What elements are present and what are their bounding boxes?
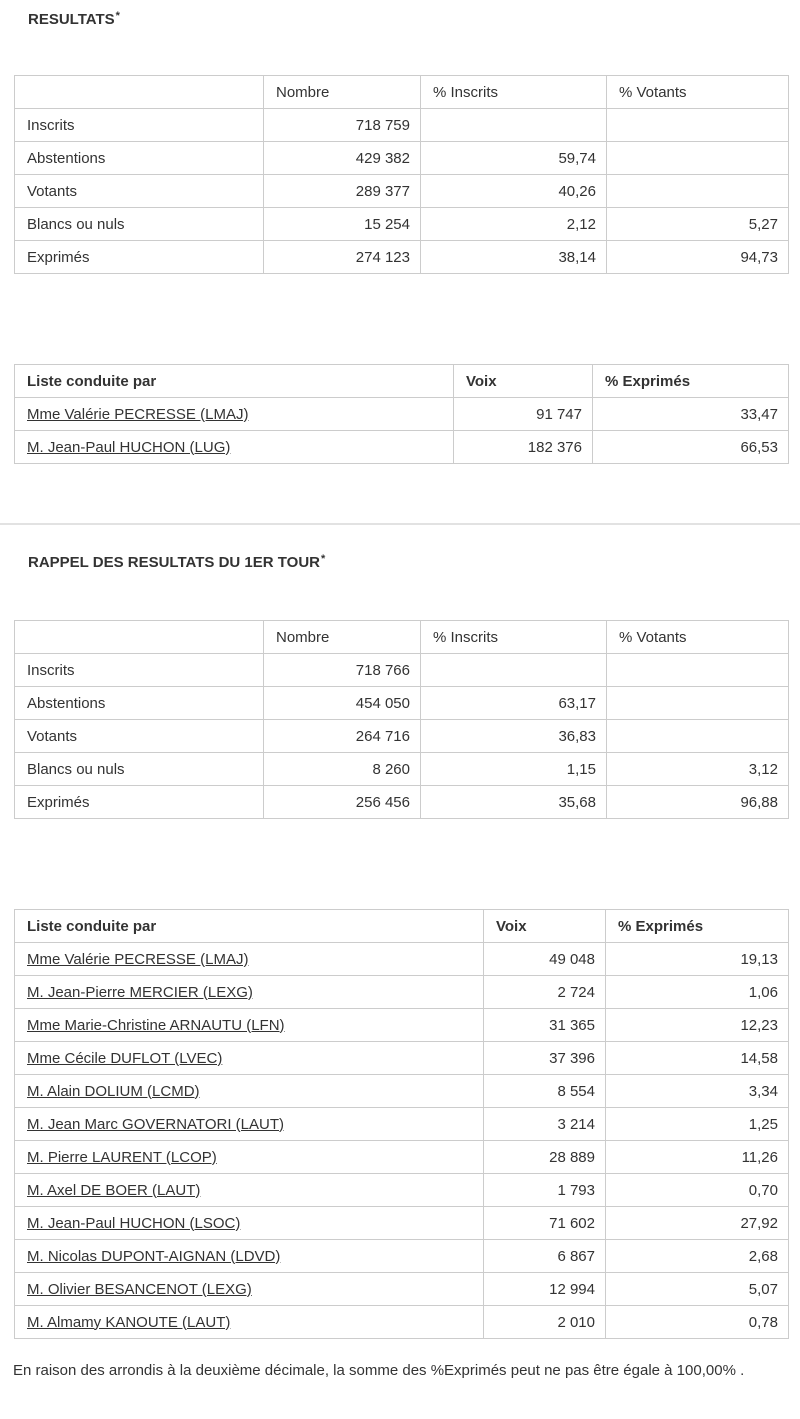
round1-lists-table <box>14 909 789 1339</box>
candidate-cell <box>15 1141 484 1174</box>
table-row <box>15 142 789 175</box>
column-header-pct-inscrits: % Inscrits <box>421 76 607 109</box>
table-row <box>15 109 789 142</box>
nombre-cell: 429 382 <box>264 142 421 175</box>
candidate-link[interactable]: Mme Cécile DUFLOT (LVEC) <box>27 1049 223 1067</box>
table-row <box>15 431 789 464</box>
column-header-liste: Liste conduite par <box>15 910 484 943</box>
candidate-cell <box>15 1108 484 1141</box>
recall-heading-text: RAPPEL DES RESULTATS DU 1ER TOUR <box>28 554 320 571</box>
nombre-cell: 264 716 <box>264 720 421 753</box>
candidate-link[interactable]: Mme Valérie PECRESSE (LMAJ) <box>27 405 249 423</box>
row-label: Blancs ou nuls <box>15 208 264 241</box>
pct-inscrits-cell: 35,68 <box>421 786 607 819</box>
row-label: Exprimés <box>15 786 264 819</box>
candidate-cell <box>15 1009 484 1042</box>
voix-cell: 6 867 <box>484 1240 606 1273</box>
pct-inscrits-cell: 2,12 <box>421 208 607 241</box>
row-label: Abstentions <box>15 687 264 720</box>
pct-exprimes-cell: 19,13 <box>606 943 789 976</box>
nombre-cell: 256 456 <box>264 786 421 819</box>
pct-votants-cell: 3,12 <box>607 753 789 786</box>
pct-votants-cell <box>607 720 789 753</box>
candidate-cell <box>15 1075 484 1108</box>
candidate-cell <box>15 976 484 1009</box>
voix-cell: 182 376 <box>454 431 593 464</box>
candidate-cell <box>15 398 454 431</box>
pct-votants-cell <box>607 175 789 208</box>
row-label: Votants <box>15 720 264 753</box>
nombre-cell: 289 377 <box>264 175 421 208</box>
voix-cell: 31 365 <box>484 1009 606 1042</box>
column-header-pct-exprimes: % Exprimés <box>593 365 789 398</box>
table-row <box>15 208 789 241</box>
voix-cell: 37 396 <box>484 1042 606 1075</box>
pct-inscrits-cell: 1,15 <box>421 753 607 786</box>
nombre-cell: 718 766 <box>264 654 421 687</box>
table-row <box>15 1240 789 1273</box>
voix-cell: 2 010 <box>484 1306 606 1339</box>
header-row <box>15 365 789 398</box>
table-row <box>15 1174 789 1207</box>
voix-cell: 28 889 <box>484 1141 606 1174</box>
table-row <box>15 1141 789 1174</box>
pct-votants-cell: 96,88 <box>607 786 789 819</box>
column-header-pct-votants: % Votants <box>607 76 789 109</box>
round2-lists-table <box>14 364 789 464</box>
pct-inscrits-cell: 59,74 <box>421 142 607 175</box>
table-row <box>15 1207 789 1240</box>
table-row <box>15 687 789 720</box>
pct-exprimes-cell: 14,58 <box>606 1042 789 1075</box>
table-row <box>15 398 789 431</box>
pct-votants-cell: 5,27 <box>607 208 789 241</box>
column-header-pct-votants: % Votants <box>607 621 789 654</box>
pct-inscrits-cell <box>421 654 607 687</box>
table-row <box>15 241 789 274</box>
rounding-note: En raison des arrondis à la deuxième décimale, la somme des %Exprimés peut ne pas être égale à 100,00% . <box>13 1362 745 1379</box>
table-row <box>15 720 789 753</box>
row-label: Blancs ou nuls <box>15 753 264 786</box>
pct-exprimes-cell: 3,34 <box>606 1075 789 1108</box>
pct-inscrits-cell: 36,83 <box>421 720 607 753</box>
section-divider <box>0 523 800 525</box>
column-header-voix: Voix <box>484 910 606 943</box>
column-header-pct-inscrits: % Inscrits <box>421 621 607 654</box>
voix-cell: 12 994 <box>484 1273 606 1306</box>
table-row <box>15 1108 789 1141</box>
column-header-liste: Liste conduite par <box>15 365 454 398</box>
pct-exprimes-cell: 5,07 <box>606 1273 789 1306</box>
candidate-link[interactable]: Mme Valérie PECRESSE (LMAJ) <box>27 950 249 968</box>
nombre-cell: 454 050 <box>264 687 421 720</box>
pct-exprimes-cell: 66,53 <box>593 431 789 464</box>
voix-cell: 49 048 <box>484 943 606 976</box>
results-heading-text: RESULTATS <box>28 11 115 28</box>
voix-cell: 71 602 <box>484 1207 606 1240</box>
pct-votants-cell: 94,73 <box>607 241 789 274</box>
pct-exprimes-cell: 33,47 <box>593 398 789 431</box>
candidate-link[interactable]: Mme Marie-Christine ARNAUTU (LFN) <box>27 1016 285 1034</box>
row-label: Abstentions <box>15 142 264 175</box>
candidate-cell <box>15 943 484 976</box>
nombre-cell: 15 254 <box>264 208 421 241</box>
voix-cell: 3 214 <box>484 1108 606 1141</box>
pct-exprimes-cell: 1,25 <box>606 1108 789 1141</box>
nombre-cell: 8 260 <box>264 753 421 786</box>
candidate-link[interactable]: M. Jean-Paul HUCHON (LSOC) <box>27 1214 241 1232</box>
candidate-link[interactable]: M. Pierre LAURENT (LCOP) <box>27 1148 217 1166</box>
table-row <box>15 1042 789 1075</box>
pct-votants-cell <box>607 687 789 720</box>
table-row <box>15 1273 789 1306</box>
candidate-cell <box>15 1174 484 1207</box>
nombre-cell: 718 759 <box>264 109 421 142</box>
column-header-nombre: Nombre <box>264 76 421 109</box>
candidate-link[interactable]: M. Axel DE BOER (LAUT) <box>27 1181 201 1199</box>
pct-exprimes-cell: 0,70 <box>606 1174 789 1207</box>
recall-heading <box>28 554 325 571</box>
candidate-link[interactable]: M. Alain DOLIUM (LCMD) <box>27 1082 200 1100</box>
candidate-cell <box>15 1273 484 1306</box>
pct-exprimes-cell: 27,92 <box>606 1207 789 1240</box>
table-row <box>15 654 789 687</box>
results-heading <box>28 11 120 28</box>
pct-exprimes-cell: 11,26 <box>606 1141 789 1174</box>
pct-inscrits-cell: 63,17 <box>421 687 607 720</box>
column-header-blank <box>15 76 264 109</box>
candidate-link[interactable]: M. Jean Marc GOVERNATORI (LAUT) <box>27 1115 284 1133</box>
pct-exprimes-cell: 1,06 <box>606 976 789 1009</box>
candidate-link[interactable]: M. Nicolas DUPONT-AIGNAN (LDVD) <box>27 1247 281 1265</box>
pct-inscrits-cell: 40,26 <box>421 175 607 208</box>
table-row <box>15 786 789 819</box>
column-header-pct-exprimes: % Exprimés <box>606 910 789 943</box>
candidate-cell <box>15 1042 484 1075</box>
pct-exprimes-cell: 2,68 <box>606 1240 789 1273</box>
column-header-blank <box>15 621 264 654</box>
voix-cell: 1 793 <box>484 1174 606 1207</box>
candidate-link[interactable]: M. Jean-Paul HUCHON (LUG) <box>27 438 231 456</box>
candidate-cell <box>15 1240 484 1273</box>
table-row <box>15 1306 789 1339</box>
pct-votants-cell <box>607 109 789 142</box>
candidate-cell <box>15 1207 484 1240</box>
table-row <box>15 753 789 786</box>
row-label: Votants <box>15 175 264 208</box>
candidate-link[interactable]: M. Olivier BESANCENOT (LEXG) <box>27 1280 252 1298</box>
asterisk-note-marker: * <box>115 10 120 22</box>
pct-votants-cell <box>607 654 789 687</box>
voix-cell: 91 747 <box>454 398 593 431</box>
header-row <box>15 76 789 109</box>
pct-exprimes-cell: 0,78 <box>606 1306 789 1339</box>
row-label: Exprimés <box>15 241 264 274</box>
row-label: Inscrits <box>15 109 264 142</box>
column-header-voix: Voix <box>454 365 593 398</box>
round1-summary-table <box>14 620 789 819</box>
voix-cell: 2 724 <box>484 976 606 1009</box>
row-label: Inscrits <box>15 654 264 687</box>
pct-inscrits-cell: 38,14 <box>421 241 607 274</box>
voix-cell: 8 554 <box>484 1075 606 1108</box>
table-row <box>15 976 789 1009</box>
nombre-cell: 274 123 <box>264 241 421 274</box>
header-row <box>15 621 789 654</box>
table-row <box>15 175 789 208</box>
asterisk-note-marker: * <box>320 553 326 565</box>
table-row <box>15 943 789 976</box>
pct-inscrits-cell <box>421 109 607 142</box>
candidate-link[interactable]: M. Jean-Pierre MERCIER (LEXG) <box>27 983 253 1001</box>
table-row <box>15 1075 789 1108</box>
candidate-link[interactable]: M. Almamy KANOUTE (LAUT) <box>27 1313 231 1331</box>
candidate-cell <box>15 1306 484 1339</box>
round2-summary-table <box>14 75 789 274</box>
pct-exprimes-cell: 12,23 <box>606 1009 789 1042</box>
column-header-nombre: Nombre <box>264 621 421 654</box>
pct-votants-cell <box>607 142 789 175</box>
table-row <box>15 1009 789 1042</box>
candidate-cell <box>15 431 454 464</box>
header-row <box>15 910 789 943</box>
